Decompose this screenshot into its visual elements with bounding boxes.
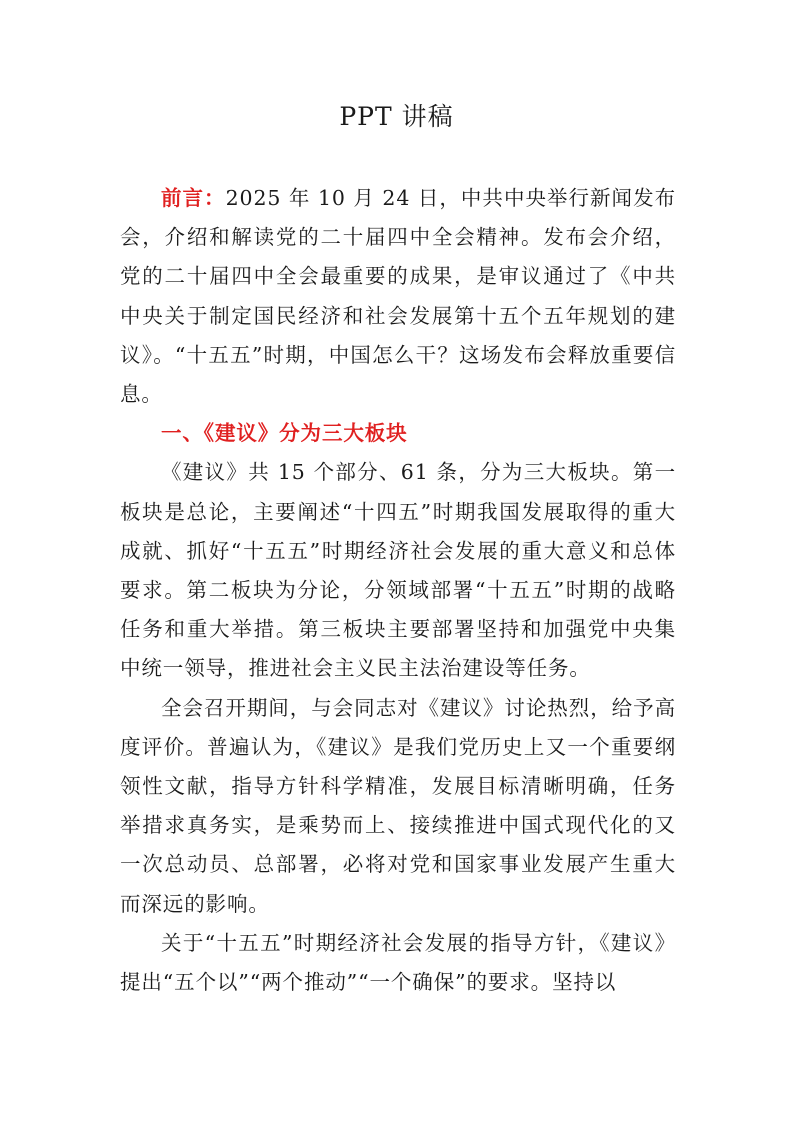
document-body <box>120 179 676 1002</box>
preface-label: 前言： <box>161 186 226 210</box>
body-paragraph-3: 关于“十五五”时期经济社会发展的指导方针，《建议》提出“五个以”“两个推动”“一个确保”的要求。坚持以 <box>120 930 676 995</box>
preface-paragraph <box>120 179 676 414</box>
body-paragraph-1: 《建议》共 15 个部分、61 条，分为三大板块。第一板块是总论，主要阐述“十四五”时期我国发展取得的重大成就、抓好“十五五”时期经济社会发展的重大意义和总体要求。第二板块为分论，分领域部署“十五五”时期的战略任务和重大举措。第三板块主要部署坚持和加强党中央集中统一领导，推进社会主义民主法治建设等任务。 <box>120 460 676 681</box>
page-title: PPT 讲稿 <box>339 102 454 131</box>
section-heading: 一、《建议》分为三大板块 <box>161 421 408 446</box>
preface-text: 2025 年 10 月 24 日，中共中央举行新闻发布会，介绍和解读党的二十届四中全会精神。发布会介绍，党的二十届四中全会最重要的成果，是审议通过了《中共中央关于制定国民经济和社会发展第十五个五年规划的建议》。“十五五”时期，中国怎么干？这场发布会释放重要信息。 <box>120 186 676 407</box>
body-paragraph-2: 全会召开期间，与会同志对《建议》讨论热烈，给予高度评价。普遍认为，《建议》是我们党历史上又一个重要纲领性文献，指导方针科学精准，发展目标清晰明确，任务举措求真务实，是乘势而上、接续推进中国式现代化的又一次总动员、总部署，必将对党和国家事业发展产生重大而深远的影响。 <box>120 695 676 916</box>
